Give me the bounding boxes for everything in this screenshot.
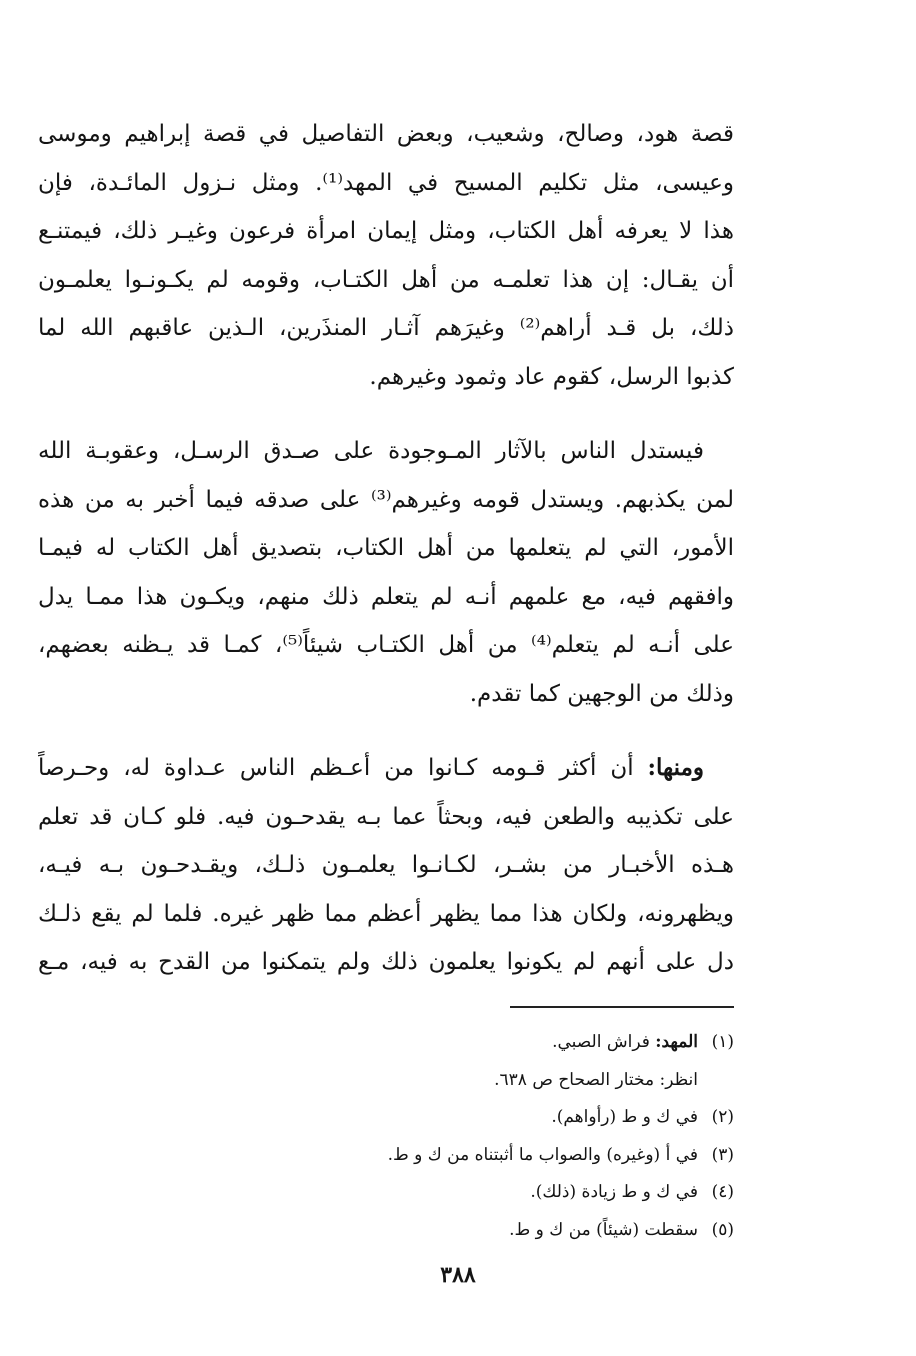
footnote-5 [134,1212,734,1250]
footnote-text: انظر: مختار الصحاح ص ٦٣٨. [494,1069,698,1090]
footnote-number: (٢) [711,1107,734,1127]
footnote-1 [134,1024,734,1062]
text-line: ذلك، بل قـد أراهم⁽²⁾ وغيرَهم آثـار المنذَرين، الـذين عاقبهم الله لما [38,315,734,341]
footnote-1-continued [134,1062,734,1100]
footnote-term: المهد: [655,1032,698,1052]
footnote-text: في ك و ط زيادة (ذلك). [530,1182,698,1202]
text-line: ويظهرونه، ولكان هذا مما يظهر أعظم مما ظهر غيره. فلما لم يقع ذلـك [38,900,734,927]
lead-word: ومنها: [647,754,704,781]
footnote-number: (٤) [711,1182,734,1202]
footnote-2 [134,1099,734,1137]
text-line: دل على أنهم لم يكونوا يعلمون ذلك ولم يتمكنوا من القدح به فيه، مـع [38,949,734,975]
text-line [38,744,734,793]
paragraph-3 [38,744,734,987]
footnote-divider [510,1006,734,1008]
footnote-3 [134,1137,734,1175]
footnote-number: (٣) [711,1144,734,1165]
text-line: وافقهم فيه، مع علمهم أنـه لم يتعلم ذلك منهم، ويكـون هذا ممـا يدل [38,583,734,610]
footnote-text: في أ (وغيره) والصواب ما أثبتناه من ك و ط. [387,1144,698,1165]
text-line: قصة هود، وصالح، وشعيب، وبعض التفاصيل في قصة إبراهيم وموسى [38,121,734,147]
footnotes [134,1024,734,1249]
paragraph-1 [38,110,734,401]
page-number: ٣٨٨ [440,1262,476,1288]
text-line: هـذه الأخبـار من بشـر، لكـانـوا يعلمـون ذلـك، ويقـدحـون بـه فيـه، [38,852,734,878]
text-line: وذلك من الوجهين كما تقدم. [469,680,734,707]
footnote-text: فراش الصبي. [552,1032,656,1052]
text-line: هذا لا يعرفه أهل الكتاب، ومثل إيمان امرأة فرعون وغيـر ذلك، فيمتنـع [38,218,734,244]
text-line: أن يقـال: إن هذا تعلمـه من أهل الكتـاب، وقومه لم يكـونـوا يعلمـون [38,266,734,293]
text-line: على تكذيبه والطعن فيه، وبحثاً عما بـه يقدحـون فيه. فلو كـان قد تعلم [38,803,734,830]
paragraph-2 [38,427,734,718]
text-line: فيستدل الناس بالآثار المـوجودة على صـدق الرسـل، وعقوبـة الله [38,438,704,464]
footnote-text: سقطت (شيئاً) من ك و ط. [509,1219,698,1240]
text-line: على أنـه لم يتعلم⁽⁴⁾ من أهل الكتـاب شيئاً⁽⁵⁾، كمـا قد يـظنه بعضهم، [38,632,734,658]
footnote-text: في ك و ط (رأواهم). [551,1107,698,1127]
page-body [38,110,734,987]
footnote-number: (١) [711,1032,734,1052]
footnote-4 [134,1174,734,1212]
text-line: لمن يكذبهم. ويستدل قومه وغيرهم⁽³⁾ على صدقه فيما أخبر به من هذه [38,486,734,513]
text-line: الأمور، التي لم يتعلمها من أهل الكتاب، بتصديق أهل الكتاب له فيمـا [38,535,734,561]
text-line: وعيسى، مثل تكليم المسيح في المهد⁽¹⁾. ومثل نـزول المائـدة، فإن [38,169,734,196]
text-line: كذبوا الرسل، كقوم عاد وثمود وغيرهم. [369,363,734,390]
text-line-rest: أن أكثر قـومه كـانوا من أعـظم الناس عـداوة له، وحـرصاً [38,755,648,781]
footnote-number: (٥) [711,1219,734,1240]
